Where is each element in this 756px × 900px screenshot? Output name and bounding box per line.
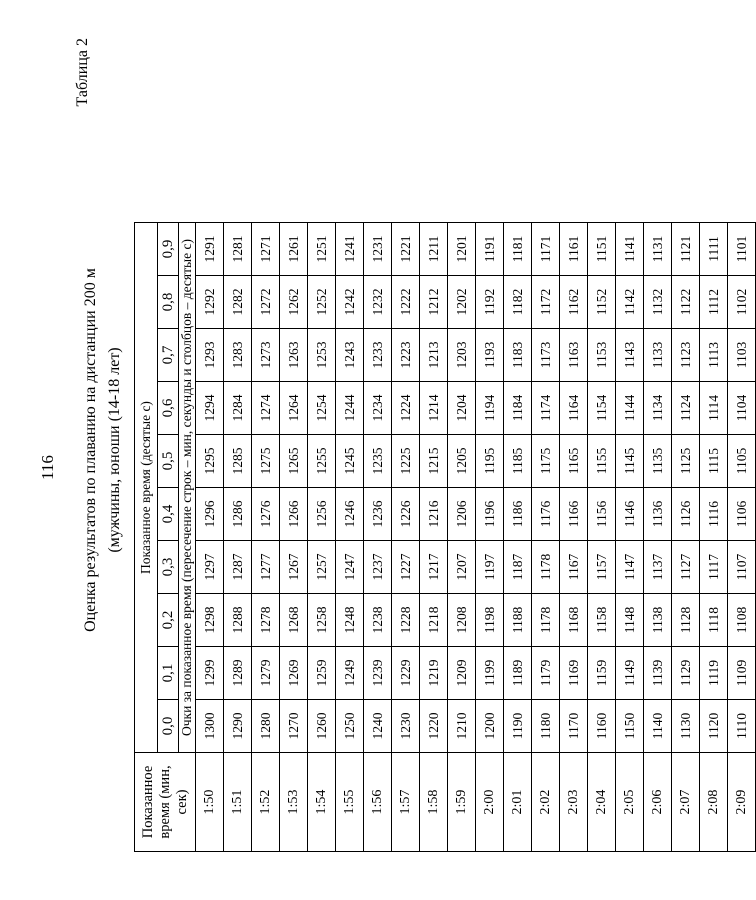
time-cell: 1:57 bbox=[392, 753, 420, 852]
points-cell: 1256 bbox=[308, 488, 336, 541]
points-cell: 1248 bbox=[336, 594, 364, 647]
table-row bbox=[504, 223, 532, 852]
points-cell: 1293 bbox=[196, 329, 224, 382]
points-cell: 1283 bbox=[224, 329, 252, 382]
tenths-header-cell: 0,7 bbox=[158, 329, 179, 382]
points-cell: 1183 bbox=[504, 329, 532, 382]
points-cell: 1201 bbox=[448, 223, 476, 276]
time-cell: 2:01 bbox=[504, 753, 532, 852]
points-cell: 1260 bbox=[308, 700, 336, 753]
points-cell: 1271 bbox=[252, 223, 280, 276]
points-cell: 1144 bbox=[616, 382, 644, 435]
points-cell: 1187 bbox=[504, 541, 532, 594]
points-cell: 1297 bbox=[196, 541, 224, 594]
tenths-header-cell: 0,6 bbox=[158, 382, 179, 435]
time-cell: 1:54 bbox=[308, 753, 336, 852]
points-cell: 1149 bbox=[616, 647, 644, 700]
points-cell: 1257 bbox=[308, 541, 336, 594]
time-cell: 2:07 bbox=[672, 753, 700, 852]
points-cell: 1239 bbox=[364, 647, 392, 700]
points-cell: 1280 bbox=[252, 700, 280, 753]
points-cell: 1134 bbox=[644, 382, 672, 435]
points-cell: 1193 bbox=[476, 329, 504, 382]
points-cell: 1102 bbox=[728, 276, 756, 329]
page-subtitle: (мужчины, юноши (14-18 лет) bbox=[106, 347, 123, 553]
points-cell: 1151 bbox=[588, 223, 616, 276]
points-cell: 1292 bbox=[196, 276, 224, 329]
time-cell: 1:53 bbox=[280, 753, 308, 852]
points-cell: 1291 bbox=[196, 223, 224, 276]
points-cell: 1265 bbox=[280, 435, 308, 488]
points-cell: 1300 bbox=[196, 700, 224, 753]
points-cell: 1138 bbox=[644, 594, 672, 647]
time-cell: 1:58 bbox=[420, 753, 448, 852]
page-number: 116 bbox=[38, 455, 57, 480]
points-cell: 1203 bbox=[448, 329, 476, 382]
points-cell: 1224 bbox=[392, 382, 420, 435]
points-cell: 1157 bbox=[588, 541, 616, 594]
time-cell: 2:06 bbox=[644, 753, 672, 852]
points-cell: 1182 bbox=[504, 276, 532, 329]
points-cell: 1101 bbox=[728, 223, 756, 276]
time-cell: 1:52 bbox=[252, 753, 280, 852]
points-cell: 1161 bbox=[560, 223, 588, 276]
points-cell: 1244 bbox=[336, 382, 364, 435]
points-cell: 1107 bbox=[728, 541, 756, 594]
points-cell: 1111 bbox=[700, 223, 728, 276]
table-row bbox=[196, 223, 224, 852]
time-cell: 1:50 bbox=[196, 753, 224, 852]
points-cell: 1274 bbox=[252, 382, 280, 435]
points-cell: 1110 bbox=[728, 700, 756, 753]
points-cell: 1165 bbox=[560, 435, 588, 488]
points-cell: 1152 bbox=[588, 276, 616, 329]
points-cell: 1118 bbox=[700, 594, 728, 647]
points-cell: 1231 bbox=[364, 223, 392, 276]
points-cell: 1210 bbox=[448, 700, 476, 753]
points-cell: 1150 bbox=[616, 700, 644, 753]
points-cell: 1213 bbox=[420, 329, 448, 382]
table-row bbox=[476, 223, 504, 852]
points-cell: 1198 bbox=[476, 594, 504, 647]
points-cell: 1277 bbox=[252, 541, 280, 594]
points-cell: 1159 bbox=[588, 647, 616, 700]
points-cell: 1136 bbox=[644, 488, 672, 541]
points-cell: 1247 bbox=[336, 541, 364, 594]
table-row bbox=[364, 223, 392, 852]
points-cell: 1176 bbox=[532, 488, 560, 541]
points-cell: 1204 bbox=[448, 382, 476, 435]
points-cell: 1202 bbox=[448, 276, 476, 329]
points-cell: 1232 bbox=[364, 276, 392, 329]
table-row bbox=[644, 223, 672, 852]
time-cell: 2:09 bbox=[728, 753, 756, 852]
points-cell: 1172 bbox=[532, 276, 560, 329]
tenths-header-cell: 0,5 bbox=[158, 435, 179, 488]
points-cell: 1208 bbox=[448, 594, 476, 647]
points-cell: 1242 bbox=[336, 276, 364, 329]
points-cell: 1112 bbox=[700, 276, 728, 329]
points-cell: 1185 bbox=[504, 435, 532, 488]
points-cell: 1130 bbox=[672, 700, 700, 753]
points-cell: 1192 bbox=[476, 276, 504, 329]
points-cell: 1217 bbox=[420, 541, 448, 594]
points-cell: 1119 bbox=[700, 647, 728, 700]
points-cell: 1205 bbox=[448, 435, 476, 488]
table-row bbox=[588, 223, 616, 852]
points-cell: 1127 bbox=[672, 541, 700, 594]
points-cell: 1238 bbox=[364, 594, 392, 647]
table-row bbox=[532, 223, 560, 852]
points-cell: 1290 bbox=[224, 700, 252, 753]
points-cell: 1199 bbox=[476, 647, 504, 700]
points-cell: 1296 bbox=[196, 488, 224, 541]
points-cell: 1197 bbox=[476, 541, 504, 594]
tenths-header-cell: 0,2 bbox=[158, 594, 179, 647]
points-cell: 1294 bbox=[196, 382, 224, 435]
points-cell: 1131 bbox=[644, 223, 672, 276]
points-cell: 1163 bbox=[560, 329, 588, 382]
points-cell: 1219 bbox=[420, 647, 448, 700]
points-cell: 1240 bbox=[364, 700, 392, 753]
points-cell: 1162 bbox=[560, 276, 588, 329]
points-cell: 1146 bbox=[616, 488, 644, 541]
points-cell: 1286 bbox=[224, 488, 252, 541]
points-cell: 1284 bbox=[224, 382, 252, 435]
points-cell: 1135 bbox=[644, 435, 672, 488]
points-cell: 1206 bbox=[448, 488, 476, 541]
page-title: Оценка результатов по плаванию на дистанции 200 м bbox=[82, 268, 99, 632]
points-cell: 1259 bbox=[308, 647, 336, 700]
points-cell: 1273 bbox=[252, 329, 280, 382]
tenths-header-cell: 0,9 bbox=[158, 223, 179, 276]
points-cell: 1133 bbox=[644, 329, 672, 382]
points-cell: 1251 bbox=[308, 223, 336, 276]
points-cell: 1209 bbox=[448, 647, 476, 700]
points-cell: 1236 bbox=[364, 488, 392, 541]
points-cell: 1179 bbox=[532, 647, 560, 700]
points-cell: 1225 bbox=[392, 435, 420, 488]
points-cell: 1124 bbox=[672, 382, 700, 435]
points-cell: 1237 bbox=[364, 541, 392, 594]
points-cell: 1139 bbox=[644, 647, 672, 700]
points-cell: 1160 bbox=[588, 700, 616, 753]
time-cell: 2:05 bbox=[616, 753, 644, 852]
points-cell: 1104 bbox=[728, 382, 756, 435]
points-cell: 1186 bbox=[504, 488, 532, 541]
points-cell: 1191 bbox=[476, 223, 504, 276]
points-cell: 1228 bbox=[392, 594, 420, 647]
points-cell: 1109 bbox=[728, 647, 756, 700]
table-row bbox=[308, 223, 336, 852]
points-cell: 1143 bbox=[616, 329, 644, 382]
points-cell: 1153 bbox=[588, 329, 616, 382]
points-cell: 1261 bbox=[280, 223, 308, 276]
points-cell: 1116 bbox=[700, 488, 728, 541]
table-row bbox=[420, 223, 448, 852]
table-row bbox=[392, 223, 420, 852]
table-row bbox=[728, 223, 756, 852]
points-cell: 1270 bbox=[280, 700, 308, 753]
points-cell: 1113 bbox=[700, 329, 728, 382]
points-cell: 1299 bbox=[196, 647, 224, 700]
tenths-header-cell: 0,0 bbox=[158, 700, 179, 753]
points-cell: 1298 bbox=[196, 594, 224, 647]
time-cell: 1:55 bbox=[336, 753, 364, 852]
points-cell: 1128 bbox=[672, 594, 700, 647]
points-cell: 1137 bbox=[644, 541, 672, 594]
table-row bbox=[560, 223, 588, 852]
points-cell: 1295 bbox=[196, 435, 224, 488]
points-cell: 1184 bbox=[504, 382, 532, 435]
group-header: Показанное время (десятые с) bbox=[135, 223, 158, 753]
table-row bbox=[280, 223, 308, 852]
points-cell: 1129 bbox=[672, 647, 700, 700]
tenths-header-cell: 0,4 bbox=[158, 488, 179, 541]
points-cell: 1106 bbox=[728, 488, 756, 541]
points-cell: 1212 bbox=[420, 276, 448, 329]
points-cell: 1141 bbox=[616, 223, 644, 276]
time-cell: 2:04 bbox=[588, 753, 616, 852]
points-cell: 1264 bbox=[280, 382, 308, 435]
points-cell: 1178 bbox=[532, 541, 560, 594]
row-header-cell bbox=[135, 753, 196, 852]
points-cell: 1174 bbox=[532, 382, 560, 435]
points-cell: 1148 bbox=[616, 594, 644, 647]
points-cell: 1181 bbox=[504, 223, 532, 276]
header-note: Очки за показанное время (пересечение строк – мин, секунды и столбцов – десятые с) bbox=[179, 223, 196, 753]
points-cell: 1132 bbox=[644, 276, 672, 329]
points-cell: 1105 bbox=[728, 435, 756, 488]
points-cell: 1154 bbox=[588, 382, 616, 435]
points-cell: 1221 bbox=[392, 223, 420, 276]
points-cell: 1180 bbox=[532, 700, 560, 753]
points-cell: 1278 bbox=[252, 594, 280, 647]
points-cell: 1262 bbox=[280, 276, 308, 329]
points-cell: 1140 bbox=[644, 700, 672, 753]
table-row bbox=[224, 223, 252, 852]
points-cell: 1207 bbox=[448, 541, 476, 594]
time-cell: 2:02 bbox=[532, 753, 560, 852]
table-row bbox=[672, 223, 700, 852]
points-cell: 1142 bbox=[616, 276, 644, 329]
points-cell: 1241 bbox=[336, 223, 364, 276]
points-cell: 1178 bbox=[532, 594, 560, 647]
points-cell: 1252 bbox=[308, 276, 336, 329]
points-cell: 1188 bbox=[504, 594, 532, 647]
points-cell: 1158 bbox=[588, 594, 616, 647]
points-cell: 1145 bbox=[616, 435, 644, 488]
points-cell: 1253 bbox=[308, 329, 336, 382]
points-cell: 1108 bbox=[728, 594, 756, 647]
time-cell: 1:59 bbox=[448, 753, 476, 852]
points-cell: 1211 bbox=[420, 223, 448, 276]
points-cell: 1281 bbox=[224, 223, 252, 276]
points-cell: 1233 bbox=[364, 329, 392, 382]
points-cell: 1245 bbox=[336, 435, 364, 488]
table-row bbox=[616, 223, 644, 852]
points-cell: 1103 bbox=[728, 329, 756, 382]
points-cell: 1230 bbox=[392, 700, 420, 753]
points-cell: 1243 bbox=[336, 329, 364, 382]
points-cell: 1229 bbox=[392, 647, 420, 700]
points-cell: 1250 bbox=[336, 700, 364, 753]
points-cell: 1272 bbox=[252, 276, 280, 329]
tenths-header-cell: 0,3 bbox=[158, 541, 179, 594]
row-header-line1: Показанное bbox=[139, 765, 156, 839]
points-cell: 1190 bbox=[504, 700, 532, 753]
points-cell: 1122 bbox=[672, 276, 700, 329]
row-header-line2: время (мин, сек) bbox=[156, 765, 190, 839]
points-cell: 1120 bbox=[700, 700, 728, 753]
points-cell: 1254 bbox=[308, 382, 336, 435]
points-cell: 1117 bbox=[700, 541, 728, 594]
points-cell: 1285 bbox=[224, 435, 252, 488]
points-cell: 1218 bbox=[420, 594, 448, 647]
points-cell: 1167 bbox=[560, 541, 588, 594]
points-cell: 1222 bbox=[392, 276, 420, 329]
points-cell: 1169 bbox=[560, 647, 588, 700]
points-cell: 1267 bbox=[280, 541, 308, 594]
points-cell: 1170 bbox=[560, 700, 588, 753]
time-cell: 1:56 bbox=[364, 753, 392, 852]
points-cell: 1276 bbox=[252, 488, 280, 541]
points-cell: 1196 bbox=[476, 488, 504, 541]
points-cell: 1234 bbox=[364, 382, 392, 435]
points-cell: 1123 bbox=[672, 329, 700, 382]
points-cell: 1166 bbox=[560, 488, 588, 541]
points-cell: 1171 bbox=[532, 223, 560, 276]
points-cell: 1155 bbox=[588, 435, 616, 488]
points-cell: 1216 bbox=[420, 488, 448, 541]
points-cell: 1287 bbox=[224, 541, 252, 594]
points-cell: 1282 bbox=[224, 276, 252, 329]
table-label: Таблица 2 bbox=[74, 38, 91, 107]
tenths-header-cell: 0,1 bbox=[158, 647, 179, 700]
points-cell: 1258 bbox=[308, 594, 336, 647]
time-cell: 2:03 bbox=[560, 753, 588, 852]
points-cell: 1173 bbox=[532, 329, 560, 382]
points-cell: 1168 bbox=[560, 594, 588, 647]
points-cell: 1227 bbox=[392, 541, 420, 594]
time-cell: 2:08 bbox=[700, 753, 728, 852]
points-cell: 1164 bbox=[560, 382, 588, 435]
table-row bbox=[700, 223, 728, 852]
points-cell: 1246 bbox=[336, 488, 364, 541]
points-cell: 1255 bbox=[308, 435, 336, 488]
points-cell: 1126 bbox=[672, 488, 700, 541]
table-row bbox=[448, 223, 476, 852]
points-cell: 1235 bbox=[364, 435, 392, 488]
points-cell: 1223 bbox=[392, 329, 420, 382]
points-cell: 1289 bbox=[224, 647, 252, 700]
points-cell: 1156 bbox=[588, 488, 616, 541]
points-cell: 1121 bbox=[672, 223, 700, 276]
points-cell: 1114 bbox=[700, 382, 728, 435]
points-cell: 1268 bbox=[280, 594, 308, 647]
table-row bbox=[336, 223, 364, 852]
points-cell: 1175 bbox=[532, 435, 560, 488]
points-cell: 1226 bbox=[392, 488, 420, 541]
tenths-header-cell: 0,8 bbox=[158, 276, 179, 329]
points-cell: 1288 bbox=[224, 594, 252, 647]
time-cell: 1:51 bbox=[224, 753, 252, 852]
points-cell: 1189 bbox=[504, 647, 532, 700]
points-cell: 1220 bbox=[420, 700, 448, 753]
points-cell: 1269 bbox=[280, 647, 308, 700]
points-cell: 1125 bbox=[672, 435, 700, 488]
points-cell: 1194 bbox=[476, 382, 504, 435]
points-cell: 1279 bbox=[252, 647, 280, 700]
points-cell: 1200 bbox=[476, 700, 504, 753]
points-cell: 1195 bbox=[476, 435, 504, 488]
points-cell: 1263 bbox=[280, 329, 308, 382]
points-cell: 1214 bbox=[420, 382, 448, 435]
time-cell: 2:00 bbox=[476, 753, 504, 852]
table-row bbox=[252, 223, 280, 852]
points-cell: 1249 bbox=[336, 647, 364, 700]
points-cell: 1215 bbox=[420, 435, 448, 488]
scoring-table bbox=[134, 222, 756, 852]
points-cell: 1115 bbox=[700, 435, 728, 488]
points-cell: 1266 bbox=[280, 488, 308, 541]
points-cell: 1147 bbox=[616, 541, 644, 594]
points-cell: 1275 bbox=[252, 435, 280, 488]
